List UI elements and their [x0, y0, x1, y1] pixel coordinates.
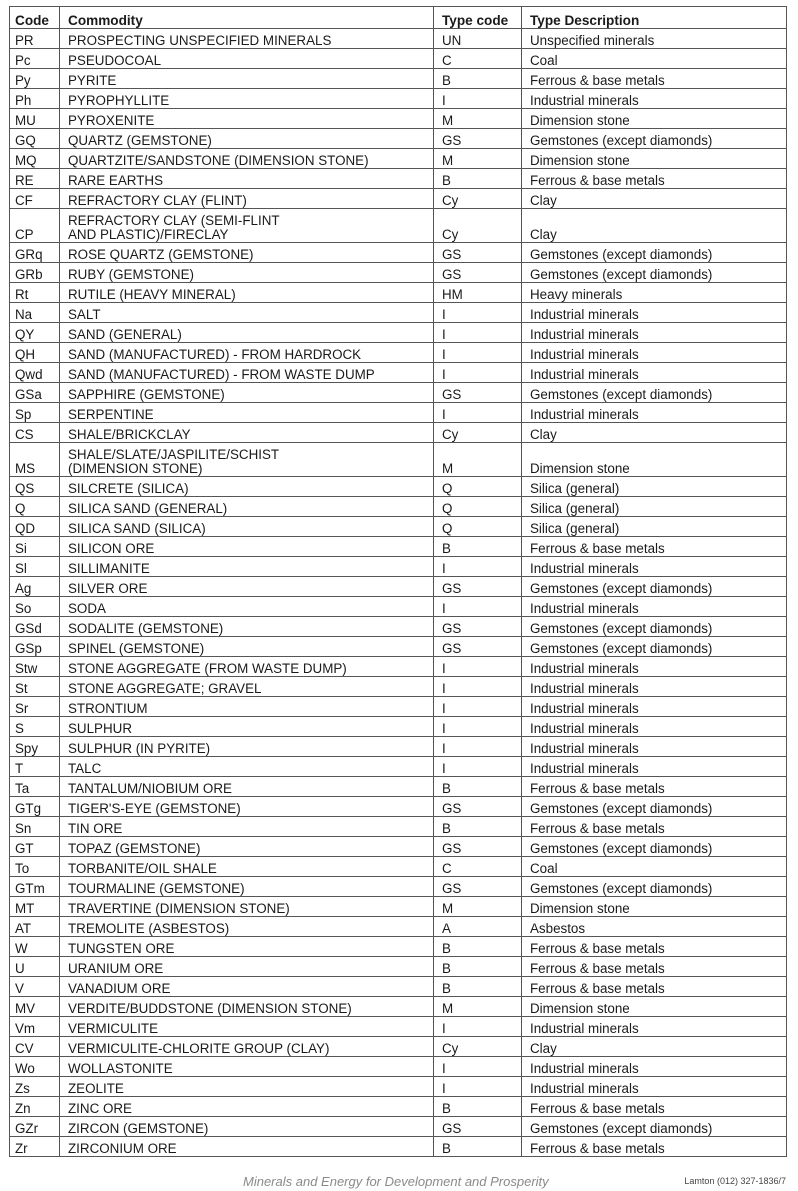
cell-code: Pc: [10, 49, 60, 69]
cell-code: MT: [10, 897, 60, 917]
footer-tagline: Minerals and Energy for Development and Prosperity: [243, 1174, 549, 1189]
cell-type-code: I: [434, 737, 522, 757]
cell-commodity: RARE EARTHS: [60, 169, 434, 189]
cell-commodity: SODALITE (GEMSTONE): [60, 617, 434, 637]
cell-type-description: Industrial minerals: [522, 737, 787, 757]
table-row: [10, 189, 787, 209]
cell-commodity: SODA: [60, 597, 434, 617]
table-row: [10, 797, 787, 817]
cell-commodity: TALC: [60, 757, 434, 777]
table-row: [10, 1117, 787, 1137]
table-row: [10, 49, 787, 69]
cell-type-code: I: [434, 657, 522, 677]
cell-commodity: WOLLASTONITE: [60, 1057, 434, 1077]
cell-type-code: I: [434, 323, 522, 343]
cell-code: V: [10, 977, 60, 997]
cell-type-description: Gemstones (except diamonds): [522, 129, 787, 149]
cell-commodity: TOURMALINE (GEMSTONE): [60, 877, 434, 897]
cell-code: GSp: [10, 637, 60, 657]
cell-type-description: Dimension stone: [522, 109, 787, 129]
table-row: [10, 937, 787, 957]
cell-code: U: [10, 957, 60, 977]
cell-type-code: B: [434, 1137, 522, 1157]
cell-code: To: [10, 857, 60, 877]
cell-code: Sp: [10, 403, 60, 423]
cell-code: Py: [10, 69, 60, 89]
table-row: [10, 677, 787, 697]
cell-commodity: TANTALUM/NIOBIUM ORE: [60, 777, 434, 797]
cell-type-code: I: [434, 757, 522, 777]
cell-commodity: TIGER'S-EYE (GEMSTONE): [60, 797, 434, 817]
table-row: [10, 977, 787, 997]
cell-commodity: SILICA SAND (GENERAL): [60, 497, 434, 517]
table-row: [10, 149, 787, 169]
cell-commodity: VERMICULITE-CHLORITE GROUP (CLAY): [60, 1037, 434, 1057]
cell-code: Spy: [10, 737, 60, 757]
table-row: [10, 477, 787, 497]
cell-commodity: STONE AGGREGATE (FROM WASTE DUMP): [60, 657, 434, 677]
commodity-code-table: [9, 6, 787, 1157]
cell-code: Vm: [10, 1017, 60, 1037]
cell-type-code: Cy: [434, 1037, 522, 1057]
cell-code: Stw: [10, 657, 60, 677]
cell-code: S: [10, 717, 60, 737]
table-row: [10, 697, 787, 717]
table-row: [10, 29, 787, 49]
cell-type-code: I: [434, 557, 522, 577]
table-row: [10, 1077, 787, 1097]
cell-type-description: Industrial minerals: [522, 717, 787, 737]
cell-type-description: Industrial minerals: [522, 303, 787, 323]
cell-type-description: Ferrous & base metals: [522, 1097, 787, 1117]
cell-commodity: VANADIUM ORE: [60, 977, 434, 997]
cell-type-code: M: [434, 149, 522, 169]
cell-type-description: Clay: [522, 423, 787, 443]
cell-type-code: GS: [434, 1117, 522, 1137]
cell-code: GQ: [10, 129, 60, 149]
cell-code: Rt: [10, 283, 60, 303]
cell-type-code: I: [434, 1057, 522, 1077]
table-row: [10, 303, 787, 323]
cell-type-description: Industrial minerals: [522, 757, 787, 777]
footer-credit: Lamton (012) 327-1836/7: [684, 1176, 786, 1186]
cell-type-description: Unspecified minerals: [522, 29, 787, 49]
cell-code: QD: [10, 517, 60, 537]
cell-commodity: QUARTZITE/SANDSTONE (DIMENSION STONE): [60, 149, 434, 169]
cell-commodity: ZIRCONIUM ORE: [60, 1137, 434, 1157]
cell-commodity: ZINC ORE: [60, 1097, 434, 1117]
cell-type-description: Gemstones (except diamonds): [522, 383, 787, 403]
cell-type-description: Industrial minerals: [522, 403, 787, 423]
cell-commodity: SHALE/BRICKCLAY: [60, 423, 434, 443]
table-row: [10, 263, 787, 283]
cell-type-description: Dimension stone: [522, 897, 787, 917]
table-row: [10, 617, 787, 637]
cell-type-code: B: [434, 817, 522, 837]
cell-type-code: I: [434, 677, 522, 697]
table-row: [10, 777, 787, 797]
table-row: [10, 637, 787, 657]
cell-commodity: TORBANITE/OIL SHALE: [60, 857, 434, 877]
cell-type-description: Ferrous & base metals: [522, 537, 787, 557]
table-row: [10, 423, 787, 443]
table-row: [10, 857, 787, 877]
cell-code: GZr: [10, 1117, 60, 1137]
cell-code: CS: [10, 423, 60, 443]
cell-type-code: I: [434, 343, 522, 363]
cell-code: Na: [10, 303, 60, 323]
cell-code: T: [10, 757, 60, 777]
cell-code: CP: [10, 209, 60, 243]
cell-type-code: I: [434, 89, 522, 109]
table-row: [10, 757, 787, 777]
table-row: [10, 243, 787, 263]
table-row: [10, 129, 787, 149]
cell-commodity: PSEUDOCOAL: [60, 49, 434, 69]
cell-type-code: B: [434, 69, 522, 89]
cell-commodity: PROSPECTING UNSPECIFIED MINERALS: [60, 29, 434, 49]
cell-type-code: I: [434, 1017, 522, 1037]
cell-type-code: Cy: [434, 209, 522, 243]
cell-commodity: SILCRETE (SILICA): [60, 477, 434, 497]
cell-type-code: GS: [434, 263, 522, 283]
cell-type-description: Industrial minerals: [522, 89, 787, 109]
table-row: [10, 897, 787, 917]
cell-code: GRq: [10, 243, 60, 263]
cell-code: MV: [10, 997, 60, 1017]
cell-code: Q: [10, 497, 60, 517]
cell-type-description: Ferrous & base metals: [522, 817, 787, 837]
table-row: [10, 443, 787, 477]
cell-type-description: Ferrous & base metals: [522, 777, 787, 797]
table-header-row: [10, 7, 787, 29]
cell-commodity: TIN ORE: [60, 817, 434, 837]
cell-type-description: Ferrous & base metals: [522, 957, 787, 977]
cell-code: W: [10, 937, 60, 957]
cell-code: St: [10, 677, 60, 697]
cell-commodity: SPINEL (GEMSTONE): [60, 637, 434, 657]
cell-code: MQ: [10, 149, 60, 169]
header-type-description: Type Description: [522, 7, 787, 29]
cell-type-description: Dimension stone: [522, 997, 787, 1017]
cell-type-code: B: [434, 977, 522, 997]
cell-code: Zs: [10, 1077, 60, 1097]
cell-type-code: Cy: [434, 423, 522, 443]
cell-type-code: GS: [434, 797, 522, 817]
cell-commodity: PYRITE: [60, 69, 434, 89]
cell-type-description: Industrial minerals: [522, 1077, 787, 1097]
cell-commodity: ROSE QUARTZ (GEMSTONE): [60, 243, 434, 263]
cell-type-code: GS: [434, 577, 522, 597]
cell-code: Ta: [10, 777, 60, 797]
cell-type-description: Clay: [522, 209, 787, 243]
cell-commodity: STONE AGGREGATE; GRAVEL: [60, 677, 434, 697]
cell-commodity: SAPPHIRE (GEMSTONE): [60, 383, 434, 403]
table-row: [10, 577, 787, 597]
cell-commodity: SULPHUR (IN PYRITE): [60, 737, 434, 757]
cell-type-description: Dimension stone: [522, 443, 787, 477]
document-page: [9, 6, 786, 1157]
cell-type-description: Gemstones (except diamonds): [522, 263, 787, 283]
cell-commodity: TOPAZ (GEMSTONE): [60, 837, 434, 857]
cell-code: CV: [10, 1037, 60, 1057]
cell-type-description: Industrial minerals: [522, 323, 787, 343]
cell-type-description: Industrial minerals: [522, 363, 787, 383]
table-row: [10, 657, 787, 677]
cell-type-code: B: [434, 957, 522, 977]
cell-type-description: Gemstones (except diamonds): [522, 243, 787, 263]
cell-type-description: Silica (general): [522, 477, 787, 497]
table-row: [10, 557, 787, 577]
cell-type-description: Clay: [522, 189, 787, 209]
cell-commodity: TRAVERTINE (DIMENSION STONE): [60, 897, 434, 917]
cell-commodity: ZIRCON (GEMSTONE): [60, 1117, 434, 1137]
table-row: [10, 917, 787, 937]
cell-commodity: REFRACTORY CLAY (SEMI-FLINT AND PLASTIC)/FIRECLAY: [60, 209, 434, 243]
cell-type-code: I: [434, 363, 522, 383]
cell-type-description: Industrial minerals: [522, 343, 787, 363]
cell-commodity: STRONTIUM: [60, 697, 434, 717]
cell-commodity: ZEOLITE: [60, 1077, 434, 1097]
cell-type-description: Gemstones (except diamonds): [522, 797, 787, 817]
cell-type-description: Industrial minerals: [522, 597, 787, 617]
cell-commodity: SERPENTINE: [60, 403, 434, 423]
cell-type-description: Industrial minerals: [522, 1057, 787, 1077]
header-type-code: Type code: [434, 7, 522, 29]
cell-type-code: A: [434, 917, 522, 937]
cell-type-code: GS: [434, 877, 522, 897]
cell-code: Ph: [10, 89, 60, 109]
cell-type-code: Q: [434, 497, 522, 517]
cell-type-code: B: [434, 537, 522, 557]
table-row: [10, 403, 787, 423]
table-row: [10, 717, 787, 737]
cell-type-code: M: [434, 443, 522, 477]
cell-type-code: I: [434, 717, 522, 737]
cell-type-code: C: [434, 857, 522, 877]
table-row: [10, 209, 787, 243]
cell-code: GSd: [10, 617, 60, 637]
cell-type-description: Silica (general): [522, 497, 787, 517]
cell-commodity: TREMOLITE (ASBESTOS): [60, 917, 434, 937]
table-row: [10, 497, 787, 517]
cell-type-description: Dimension stone: [522, 149, 787, 169]
cell-type-description: Industrial minerals: [522, 657, 787, 677]
cell-type-code: M: [434, 997, 522, 1017]
cell-commodity: VERMICULITE: [60, 1017, 434, 1037]
cell-type-description: Ferrous & base metals: [522, 977, 787, 997]
cell-commodity: SILICON ORE: [60, 537, 434, 557]
table-row: [10, 343, 787, 363]
cell-type-description: Industrial minerals: [522, 677, 787, 697]
cell-type-code: UN: [434, 29, 522, 49]
page-footer: [0, 1174, 798, 1190]
cell-code: GT: [10, 837, 60, 857]
cell-type-code: GS: [434, 837, 522, 857]
cell-commodity: SALT: [60, 303, 434, 323]
cell-type-description: Gemstones (except diamonds): [522, 577, 787, 597]
table-row: [10, 69, 787, 89]
cell-code: Si: [10, 537, 60, 557]
cell-code: AT: [10, 917, 60, 937]
table-row: [10, 817, 787, 837]
cell-type-code: Q: [434, 517, 522, 537]
table-row: [10, 383, 787, 403]
cell-type-code: B: [434, 937, 522, 957]
cell-commodity: SHALE/SLATE/JASPILITE/SCHIST (DIMENSION STONE): [60, 443, 434, 477]
table-row: [10, 1057, 787, 1077]
cell-code: Zn: [10, 1097, 60, 1117]
cell-type-code: I: [434, 597, 522, 617]
table-row: [10, 109, 787, 129]
cell-type-code: C: [434, 49, 522, 69]
table-row: [10, 363, 787, 383]
cell-commodity: QUARTZ (GEMSTONE): [60, 129, 434, 149]
cell-commodity: SILLIMANITE: [60, 557, 434, 577]
table-row: [10, 877, 787, 897]
cell-type-description: Gemstones (except diamonds): [522, 877, 787, 897]
table-row: [10, 89, 787, 109]
table-row: [10, 1137, 787, 1157]
cell-commodity: SULPHUR: [60, 717, 434, 737]
cell-type-description: Asbestos: [522, 917, 787, 937]
cell-type-code: Cy: [434, 189, 522, 209]
header-commodity: Commodity: [60, 7, 434, 29]
cell-commodity: SILICA SAND (SILICA): [60, 517, 434, 537]
cell-code: QY: [10, 323, 60, 343]
table-row: [10, 837, 787, 857]
cell-type-description: Clay: [522, 1037, 787, 1057]
cell-code: Sr: [10, 697, 60, 717]
cell-commodity: RUTILE (HEAVY MINERAL): [60, 283, 434, 303]
cell-type-code: HM: [434, 283, 522, 303]
table-row: [10, 597, 787, 617]
table-row: [10, 517, 787, 537]
cell-type-code: B: [434, 169, 522, 189]
cell-type-code: I: [434, 303, 522, 323]
cell-type-code: B: [434, 777, 522, 797]
cell-commodity: SAND (MANUFACTURED) - FROM HARDROCK: [60, 343, 434, 363]
cell-code: Ag: [10, 577, 60, 597]
cell-code: Wo: [10, 1057, 60, 1077]
cell-code: GTg: [10, 797, 60, 817]
cell-code: QH: [10, 343, 60, 363]
cell-type-code: GS: [434, 383, 522, 403]
table-row: [10, 957, 787, 977]
cell-code: MS: [10, 443, 60, 477]
cell-code: QS: [10, 477, 60, 497]
cell-type-description: Coal: [522, 857, 787, 877]
cell-type-description: Industrial minerals: [522, 697, 787, 717]
table-row: [10, 283, 787, 303]
cell-type-code: GS: [434, 243, 522, 263]
cell-type-code: I: [434, 403, 522, 423]
cell-type-description: Industrial minerals: [522, 1017, 787, 1037]
cell-code: GSa: [10, 383, 60, 403]
cell-commodity: URANIUM ORE: [60, 957, 434, 977]
header-code: Code: [10, 7, 60, 29]
cell-code: GRb: [10, 263, 60, 283]
table-row: [10, 1017, 787, 1037]
cell-type-description: Ferrous & base metals: [522, 1137, 787, 1157]
cell-commodity: SAND (MANUFACTURED) - FROM WASTE DUMP: [60, 363, 434, 383]
cell-type-code: B: [434, 1097, 522, 1117]
cell-commodity: PYROPHYLLITE: [60, 89, 434, 109]
cell-type-description: Gemstones (except diamonds): [522, 637, 787, 657]
cell-type-code: GS: [434, 637, 522, 657]
cell-code: Qwd: [10, 363, 60, 383]
cell-type-description: Industrial minerals: [522, 557, 787, 577]
cell-commodity: RUBY (GEMSTONE): [60, 263, 434, 283]
table-row: [10, 1037, 787, 1057]
table-row: [10, 997, 787, 1017]
cell-code: GTm: [10, 877, 60, 897]
cell-commodity: VERDITE/BUDDSTONE (DIMENSION STONE): [60, 997, 434, 1017]
cell-type-description: Coal: [522, 49, 787, 69]
cell-type-description: Ferrous & base metals: [522, 169, 787, 189]
cell-type-description: Gemstones (except diamonds): [522, 837, 787, 857]
cell-commodity: PYROXENITE: [60, 109, 434, 129]
cell-code: So: [10, 597, 60, 617]
cell-type-code: Q: [434, 477, 522, 497]
table-row: [10, 537, 787, 557]
cell-code: Sn: [10, 817, 60, 837]
cell-type-code: GS: [434, 129, 522, 149]
cell-code: CF: [10, 189, 60, 209]
cell-code: Zr: [10, 1137, 60, 1157]
table-row: [10, 737, 787, 757]
cell-code: PR: [10, 29, 60, 49]
cell-type-description: Gemstones (except diamonds): [522, 1117, 787, 1137]
cell-code: RE: [10, 169, 60, 189]
cell-type-code: M: [434, 109, 522, 129]
cell-type-description: Ferrous & base metals: [522, 937, 787, 957]
cell-type-code: GS: [434, 617, 522, 637]
cell-type-code: M: [434, 897, 522, 917]
cell-code: MU: [10, 109, 60, 129]
cell-code: Sl: [10, 557, 60, 577]
cell-type-description: Ferrous & base metals: [522, 69, 787, 89]
cell-commodity: SILVER ORE: [60, 577, 434, 597]
cell-type-description: Gemstones (except diamonds): [522, 617, 787, 637]
table-body: [10, 29, 787, 1157]
cell-type-code: I: [434, 697, 522, 717]
table-row: [10, 323, 787, 343]
cell-type-code: I: [434, 1077, 522, 1097]
table-row: [10, 1097, 787, 1117]
cell-commodity: REFRACTORY CLAY (FLINT): [60, 189, 434, 209]
cell-commodity: TUNGSTEN ORE: [60, 937, 434, 957]
cell-commodity: SAND (GENERAL): [60, 323, 434, 343]
cell-type-description: Heavy minerals: [522, 283, 787, 303]
cell-type-description: Silica (general): [522, 517, 787, 537]
table-row: [10, 169, 787, 189]
